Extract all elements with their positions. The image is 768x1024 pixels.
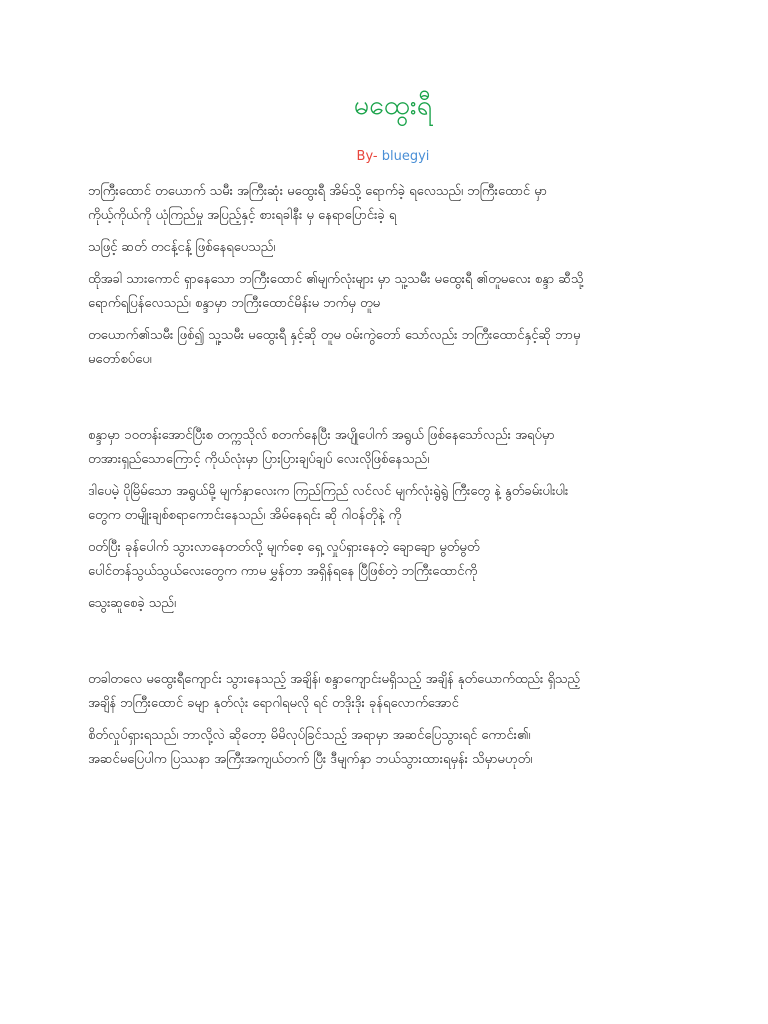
paragraph-line: သဖြင့် ဆတ် တငန့်ငန့် ဖြစ်နေရပေသည်၊ [88,240,276,255]
section-gap [88,624,698,668]
paragraph-line: အချိန် ဘကြီးထောင် ခမျာ နုတ်လုံး ရောဂါရမလို ရင် တဒိုးဒိုး ခုန်ရလောက်အောင် [88,696,459,711]
paragraph-line: စိတ်လှုပ်ရှားရသည်၊ ဘာလို့လဲ ဆိုတော့ မိမိလုပ်ခြင်သည့် အရာမှာ အဆင်ပြေသွားရင် ကောင်း၏၊ [88,728,531,743]
paragraph-line: သွေးဆူစေခဲ့ သည်၊ [88,596,176,611]
paragraph [88,424,698,472]
paragraph [88,668,698,716]
paragraph-line: ကိုယ့်ကိုယ်ကို ယုံကြည်မှု အပြည့်နှင့် စားရခါနီး မှ နေရာပြောင်းခဲ့ ရ [88,208,397,223]
byline-prefix: By- [356,149,378,164]
paragraph-line: ပေါင်တန်သွယ်သွယ်လေးတွေက ကာမ မွှန်တာ အရှိန်ရနေ ပြီဖြစ်တဲ့ ဘကြီးထောင်ကို [88,564,478,579]
document-section [88,180,698,372]
paragraph-line: တယောက်၏သမီး ဖြစ်၍ သူ့သမီး မထွေးရီ နှင့်ဆို တူမ ဝမ်းကွဲတော် သော်လည်း ဘကြီးထောင်နှင့်ဆို ဘာမှ [88,328,581,343]
paragraph [88,180,698,228]
section-gap [88,380,698,424]
document-section [88,424,698,616]
document-page [88,86,698,780]
paragraph-line: စန္ဒာမှာ ၁၀တန်းအောင်ပြီးစ တက္ကသိုလ် စတက်နေပြီး အပျိုပေါက် အရွယ် ဖြစ်နေသော်လည်း အရပ်မှာ [88,428,555,443]
paragraph-line: ထိုအခါ သားကောင် ရှာနေသော ဘကြီးထောင် ၏မျက်လုံးများ မှာ သူ့သမီး မထွေးရီ ၏တူမလေး စန္ဒာ ဆီသို့ [88,272,584,287]
document-title: မထွေးရီ [353,90,433,121]
paragraph-line: အဆင်မပြေပါက ပြဿနာ အကြီးအကျယ်တက် ပြီး ဒီမျက်နှာ ဘယ်သွားထားရမှန်း သိမှာမဟုတ်၊ [88,752,533,767]
paragraph-line: ရောက်ရပြန်လေသည်၊ စန္ဒာမှာ ဘကြီးထောင်မိန်းမ ဘက်မှ တူမ [88,296,381,311]
byline-author: bluegyi [381,149,430,164]
paragraph [88,268,698,316]
paragraph [88,536,698,584]
paragraph [88,324,698,372]
document-section [88,668,698,772]
paragraph [88,236,698,260]
paragraph-line: ဝတ်ပြီး ခုန်ပေါက် သွားလာနေတတ်လို့ မျက်စေ့ ရှေ့ လှုပ်ရှားနေတဲ့ ချောချော မွတ်မွတ် [88,540,480,555]
paragraph [88,480,698,528]
paragraph-line: တွေက တမျိုးချစ်စရာကောင်းနေသည်၊ အိမ်နေရင်း ဆို ဂါဝန်တိုနဲ့ ကို [88,508,402,523]
paragraph-line: ဘကြီးထောင် တယောက် သမီး အကြီးဆုံး မထွေးရီ အိမ်သို့ ရောက်ခဲ့ ရလေသည်၊ ဘကြီးထောင် မှာ [88,184,548,199]
paragraph [88,724,698,772]
paragraph-line: ဒါပေမဲ့ ပိုမြိမ်သော အရွယ်မို့ မျက်နှာလေးက ကြည်ကြည် လင်လင် မျက်လုံးရွဲရွဲ ကြီးတွေ နဲ့ နွတ်ခမ်းပါးပါး [88,484,569,499]
paragraph-line: တခါတလေ မထွေးရီကျောင်း သွားနေသည့် အချိန်၊ စန္ဒာကျောင်းမရှိသည့် အချိန် နုတ်ယောက်ထည်း ရှိသည့် [88,672,581,687]
byline [88,148,698,166]
paragraph-line: မတော်စပ်ပေ၊ [88,352,152,367]
paragraph-line: တအားရှည်သောကြောင့် ကိုယ်လုံးမှာ ပြားပြားချပ်ချပ် လေးလိုဖြစ်နေသည်၊ [88,452,430,467]
paragraph [88,592,698,616]
document-body [88,180,698,772]
